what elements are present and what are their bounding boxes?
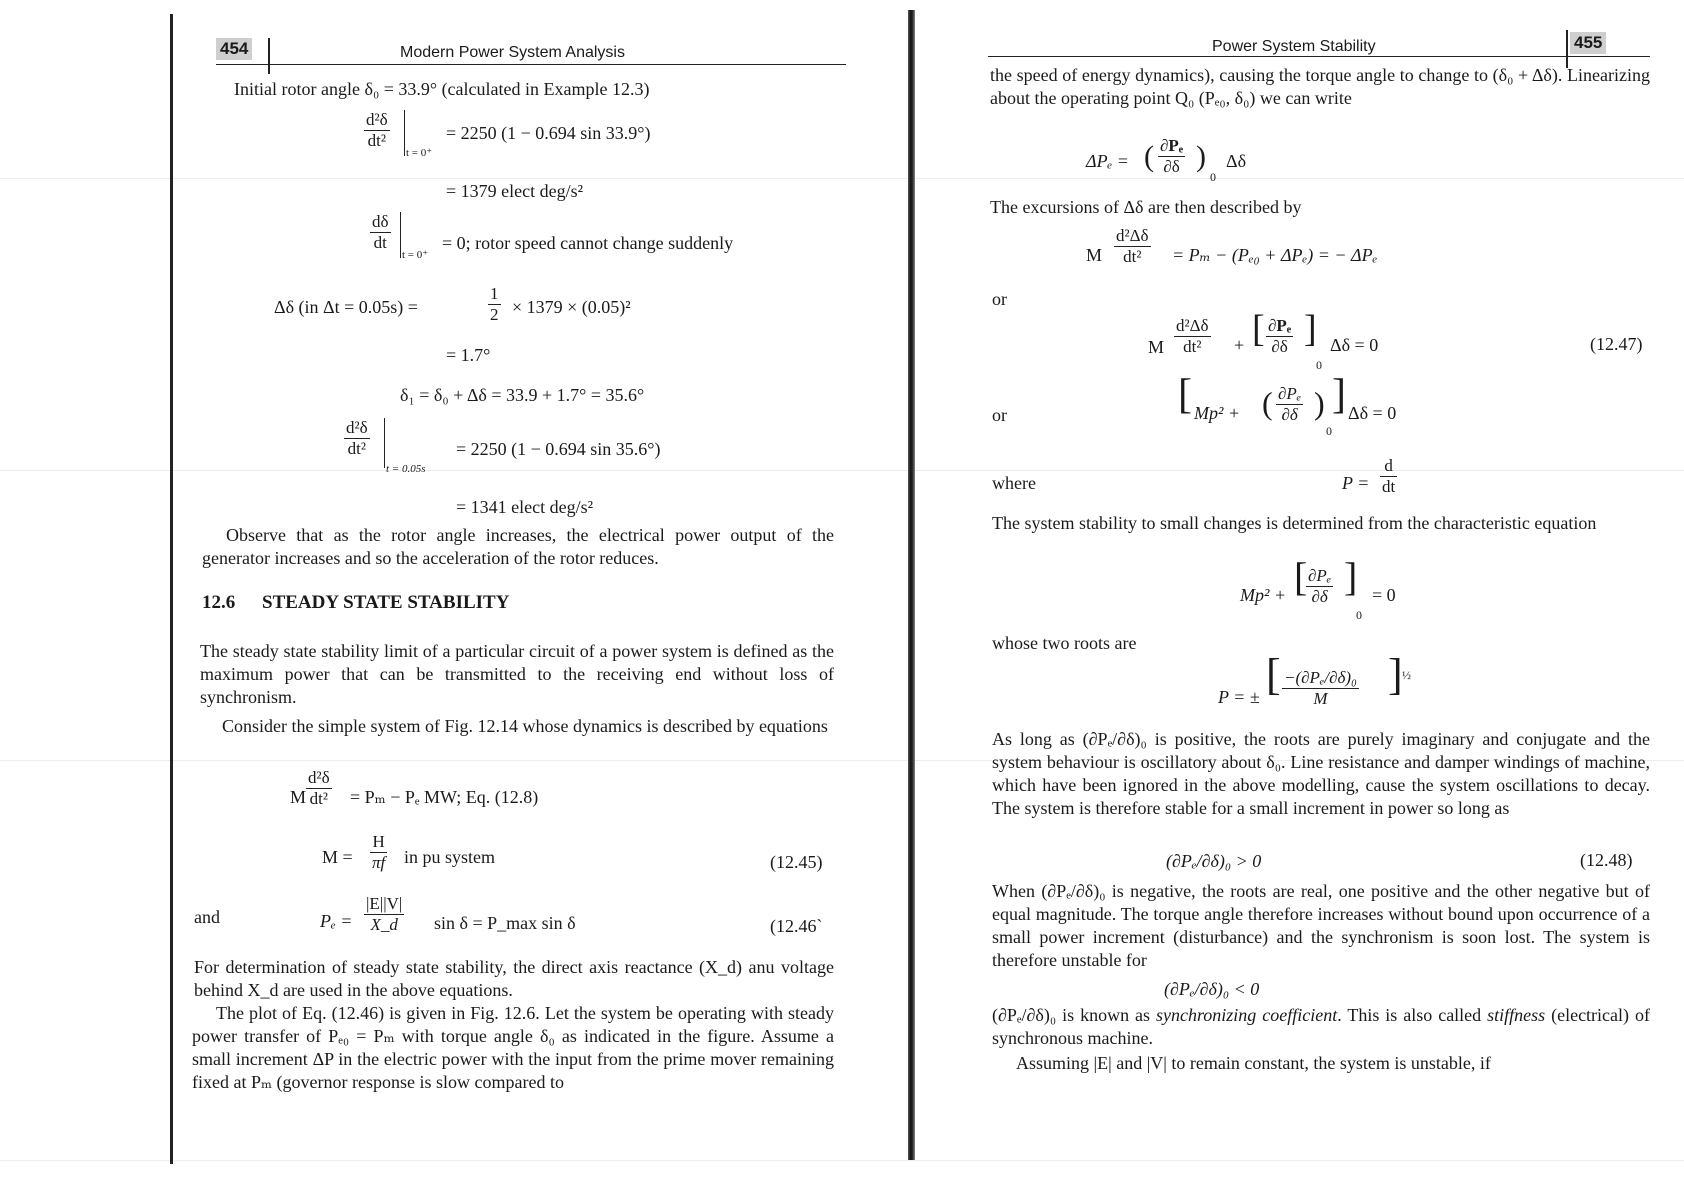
eq8-den: X_d [370,915,398,934]
assuming-paragraph: Assuming |E| and |V| to remain constant, the system is unstable, if [1016,1053,1491,1073]
eqC-plus: + [1234,335,1245,355]
eval-bar [404,110,405,156]
eq5-sub: t = 0.05s [386,463,426,475]
plot-paragraph: The plot of Eq. (12.46) is given in Fig. 12.6. Let the system be operating with steady power transfer of Pₑ₀ = Pₘ with torque angle δ₀ as indicated in the figure. Assume a small increment ΔP in the electric power with the input from the prime mover remaining fixed at Pₘ (governor response is slow compared to [192,1003,834,1092]
eqC-derivative [1174,316,1211,357]
eq7-number: (12.45) [770,852,823,872]
page-number: 455 [1570,32,1606,54]
eqD-den: ∂δ [1281,405,1298,424]
page-number: 454 [216,38,252,60]
stiffness-term: stiffness [1487,1005,1546,1025]
eq6-derivative [306,768,332,809]
eqF-den: ∂δ [1311,587,1328,606]
eq3-lhs: Δδ (in Δt = 0.05s) = [274,297,418,317]
eq7-den: πf [372,853,386,872]
eqD-rhs: Δδ = 0 [1348,403,1397,423]
or-word: or [992,405,1007,425]
negative-paragraph: When (∂Pₑ/∂δ)₀ is negative, the roots are real, one positive and the other negative but of equal magnitude. The torque angle therefore increases without bound upon occurrence of a small power increment (disturbance) and the synchronism is soon lost. The system is therefore unstable for [992,881,1650,970]
initial-angle-line: Initial rotor angle δ₀ = 33.9° (calculated in Example 12.3) [234,79,650,99]
paren-open: ( [1144,140,1154,173]
subscript-zero: 0 [1326,424,1332,438]
eqA-rhs: Δδ [1226,151,1247,171]
eqC-num: d²Δδ [1176,316,1209,335]
eq5-den: dt² [347,439,366,458]
coefficient-text: . This is also called [1337,1005,1488,1025]
determination-paragraph: For determination of steady state stability, the direct axis reactance (X_d) anu voltage behind X_d are used in the above equations. [194,957,834,1000]
eq6-rhs: = Pₘ − Pₑ MW; Eq. (12.8) [350,787,539,807]
eq5-num: d²δ [346,418,368,437]
eq8-rhs: sin δ = P_max sin δ [434,913,576,933]
bracket-open: [ [1252,308,1265,350]
eqA-den: ∂δ [1163,157,1180,176]
header-rule [216,64,846,65]
eq5-result: = 1341 elect deg/s² [456,497,594,517]
coefficient-text: (electrical) of synchronous machine. [992,1005,1650,1048]
coefficient-paragraph [992,1004,1650,1050]
eqD-num: ∂Pₑ [1278,384,1302,403]
eqE-frac [1380,456,1397,497]
subscript-zero: 0 [1356,608,1362,622]
eqD-partial [1276,384,1303,425]
eq2-den: dt [373,233,387,252]
running-head: Modern Power System Analysis [400,44,625,61]
eq8-frac [364,894,404,935]
eqB-M: M [1086,245,1103,265]
running-head: Power System Stability [1212,38,1376,55]
eq7-frac [370,832,387,873]
eq1-den: dt² [367,131,386,150]
eq2-sub: t = 0⁺ [402,249,429,261]
eqD-a: Mp² + [1194,403,1241,423]
eqA-lhs: ΔPₑ = [1086,151,1129,171]
and-word: and [194,907,220,927]
eq2-derivative [370,212,391,253]
eqF-partial [1306,566,1333,607]
continuation-paragraph: the speed of energy dynamics), causing the torque angle to change to (δ₀ + Δδ). Linearizing about the operating point Q₀ (Pₑ₀, δ₀) we can write [990,65,1650,108]
eq5-rhs: = 2250 (1 − 0.694 sin 35.6°) [456,439,661,459]
paren-open: ( [1262,385,1273,421]
eq3-rhs: × 1379 × (0.05)² [512,297,631,317]
eqH: (∂Pₑ/∂δ)₀ > 0 [1166,851,1262,871]
eqB-rhs: = Pₘ − (Pₑ₀ + ΔPₑ) = − ΔPₑ [1172,245,1378,265]
eqE-lhs: P = [1342,473,1370,493]
eqG-num: −(∂Pₑ/∂δ)₀ [1284,668,1357,687]
eq3-num: 1 [490,284,499,303]
eq3-result: = 1.7° [446,345,491,365]
eq3-den: 2 [490,305,499,324]
eq1-sub: t = 0⁺ [406,147,433,159]
bracket-close: ] [1344,554,1358,599]
subscript-zero: 0 [1210,170,1216,184]
excursions-line: The excursions of Δδ are then described by [990,197,1302,217]
eqF-num: ∂Pₑ [1308,566,1332,585]
eqE-den: dt [1382,477,1396,496]
eqA-num: ∂Pₑ [1160,136,1184,155]
eqF-rhs: = 0 [1372,585,1396,605]
eqB-num: d²Δδ [1116,226,1149,245]
eqC-den: dt² [1183,337,1202,356]
eqG-lhs: P = ± [1218,687,1260,707]
section-title: STEADY STATE STABILITY [262,592,510,613]
eqH-number: (12.48) [1580,850,1633,870]
eq8-num: |E||V| [366,894,403,913]
eq6-num: d²δ [308,768,330,787]
bracket-open: [ [1178,372,1192,418]
header-tick [1566,30,1568,68]
observe-paragraph: Observe that as the rotor angle increases, the electrical power output of the generator increases and so the acceleration of the rotor reduces. [202,525,834,568]
eqG-den: M [1313,689,1328,708]
bracket-open: [ [1266,650,1281,699]
right-page [842,0,1684,1191]
eq6-den: dt² [309,789,328,808]
eval-bar [400,212,401,258]
positive-paragraph: As long as (∂Pₑ/∂δ)₀ is positive, the roots are purely imaginary and conjugate and the system behaviour is oscillatory about δ₀. Line resistance and damper windings of machine, which have been ignored in the above modelling, cause the system oscillations to decay. The system is therefore stable for a small increment in power so long as [992,729,1650,818]
eqC-M: M [1148,337,1165,357]
eqI: (∂Pₑ/∂δ)₀ < 0 [1164,979,1260,999]
eq5-derivative [344,418,370,459]
paren-close: ) [1196,140,1206,173]
section-number: 12.6 [202,592,236,613]
eq1-result: = 1379 elect deg/s² [446,181,584,201]
header-tick [268,38,270,74]
consider-paragraph: Consider the simple system of Fig. 12.14 whose dynamics is described by equations [222,716,828,736]
synchronizing-coefficient-term: synchronizing coefficient [1155,1005,1338,1025]
eqC-bden: ∂δ [1271,337,1288,356]
eqC-partial [1266,316,1293,357]
eqA-partial [1158,136,1185,177]
eqC-number: (12.47) [1590,334,1643,354]
characteristic-paragraph: The system stability to small changes is determined from the characteristic equation [992,513,1597,533]
eqF-a: Mp² + [1240,585,1287,605]
subscript-zero: 0 [1316,358,1322,372]
bracket-close: ] [1304,308,1317,350]
eval-bar [384,418,385,468]
bracket-close: ] [1332,372,1346,418]
header-rule [988,56,1650,57]
eq7-lhs: M = [322,847,353,867]
eqG-exponent: ½ [1402,668,1411,682]
eq2-num: dδ [372,212,389,231]
eq6-M: M [290,787,307,807]
bracket-close: ] [1388,650,1403,699]
eq7-num: H [370,832,387,853]
eqB-den: dt² [1123,247,1142,266]
eqG-frac [1282,668,1359,709]
eq7-rhs: in pu system [404,847,496,867]
eq1-rhs: = 2250 (1 − 0.694 sin 33.9°) [446,123,651,143]
stability-definition: The steady state stability limit of a particular circuit of a power system is defined as the maximum power that can be transmitted to the receiving end without loss of synchronism. [200,641,834,707]
eq3-half [488,284,501,325]
paren-close: ) [1314,385,1325,421]
eq8-number: (12.46` [770,916,823,936]
coefficient-text: (∂Pₑ/∂δ)₀ is known as [992,1005,1156,1025]
eqC-rhs: Δδ = 0 [1330,335,1379,355]
roots-line: whose two roots are [992,633,1137,653]
eq1-derivative [364,110,390,151]
eq2-rhs: = 0; rotor speed cannot change suddenly [442,233,734,253]
eqC-bnum: ∂Pₑ [1268,316,1292,335]
eq8-lhs: Pₑ = [320,911,353,931]
eq1-num: d²δ [366,110,388,129]
eq4: δ₁ = δ₀ + Δδ = 33.9 + 1.7° = 35.6° [400,385,645,405]
where-word: where [992,473,1036,493]
or-word: or [992,289,1007,309]
eqB-derivative [1114,226,1151,267]
eqE-num: d [1380,456,1397,477]
bracket-open: [ [1294,554,1308,599]
